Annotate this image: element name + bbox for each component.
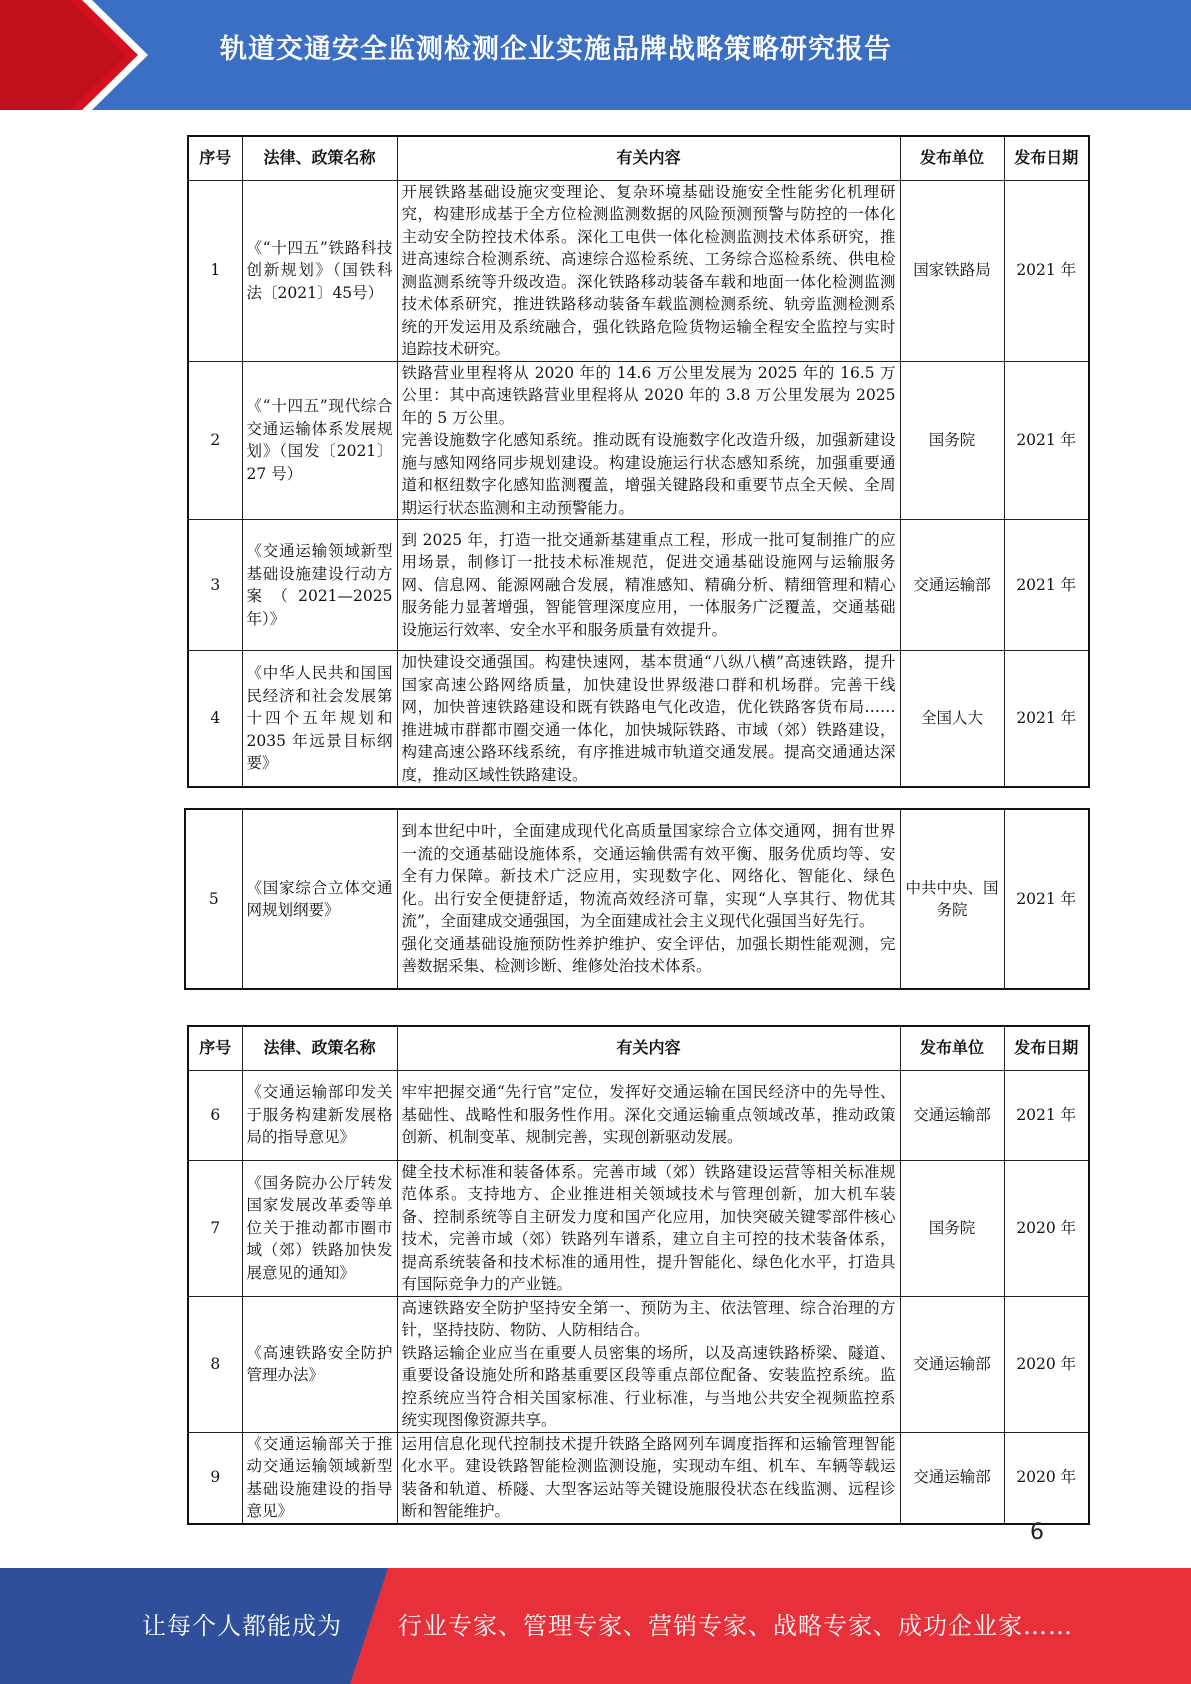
row-no: 3 bbox=[188, 520, 242, 651]
footer-slogan-right: 行业专家、管理专家、营销专家、战略专家、成功企业家…… bbox=[398, 1612, 1073, 1640]
row-issuer: 全国人大 bbox=[900, 651, 1004, 788]
row-date: 2021 年 bbox=[1004, 520, 1089, 651]
row-no: 2 bbox=[188, 361, 242, 520]
row-content: 到本世纪中叶，全面建成现代化高质量国家综合立体交通网，拥有世界一流的交通基础设施体系，交通运输供需有效平衡、服务优质均等、安全有力保障。新技术广泛应用，实现数字化、网络化、智能化、绿色化。出行安全便捷舒适，物流高效经济可靠，实现“人享其行、物优其流”，全面建成交通强国，为全面建成社会主义现代化强国当好先行。 强化交通基础设施预防性养护维护、安全评估，加强长期性能观测，完善数据采集、检测诊断、维修处治技术体系。 bbox=[397, 809, 900, 989]
row-issuer: 国务院 bbox=[900, 361, 1004, 520]
row-policy-name: 《高速铁路安全防护管理办法》 bbox=[242, 1296, 397, 1432]
row-content: 牢牢把握交通“先行官”定位，发挥好交通运输在国民经济中的先导性、基础性、战略性和服务性作用。深化交通运输重点领域改革，推动政策创新、机制变革、规制完善，实现创新驱动发展。 bbox=[397, 1070, 900, 1160]
header-content: 有关内容 bbox=[397, 136, 900, 180]
row-issuer: 交通运输部 bbox=[900, 1432, 1004, 1524]
table-row bbox=[188, 361, 1089, 520]
table-row bbox=[188, 1160, 1089, 1296]
page-title: 轨道交通安全监测检测企业实施品牌战略策略研究报告 bbox=[220, 34, 892, 65]
row-policy-name: 《中华人民共和国国民经济和社会发展第十四个五年规划和 2035 年远景目标纲要》 bbox=[242, 651, 397, 788]
table-row bbox=[188, 1070, 1089, 1160]
row-content: 加快建设交通强国。构建快速网，基本贯通“八纵八横”高速铁路，提升国家高速公路网络质量，加快建设世界级港口群和机场群。完善干线网，加快普速铁路建设和既有铁路电气化改造，优化铁路客货布局……推进城市群都市圈交通一体化，加快城际铁路、市域（郊）铁路建设，构建高速公路环线系统，有序推进城市轨道交通发展。提高交通通达深度，推动区域性铁路建设。 bbox=[397, 651, 900, 788]
row-date: 2020 年 bbox=[1004, 1160, 1089, 1296]
header-date: 发布日期 bbox=[1004, 1026, 1089, 1070]
row-content: 高速铁路安全防护坚持安全第一、预防为主、依法管理、综合治理的方针，坚持技防、物防、人防相结合。 铁路运输企业应当在重要人员密集的场所，以及高速铁路桥梁、隧道、重要设备设施处所和路基重要区段等重点部位配备、安装监控系统。监控系统应当符合相关国家标准、行业标准，与当地公共安全视频监控系统实现图像资源共享。 bbox=[397, 1296, 900, 1432]
row-content: 到 2025 年，打造一批交通新基建重点工程，形成一批可复制推广的应用场景，制修订一批技术标准规范，促进交通基础设施网与运输服务网、信息网、能源网融合发展，精准感知、精确分析、精细管理和精心服务能力显著增强，智能管理深度应用，一体服务广泛覆盖，交通基础设施运行效率、安全水平和服务质量有效提升。 bbox=[397, 520, 900, 651]
row-issuer: 国家铁路局 bbox=[900, 180, 1004, 361]
row-issuer: 中共中央、国务院 bbox=[900, 809, 1004, 989]
row-policy-name: 《“十四五”铁路科技创新规划》（国铁科法〔2021〕45号） bbox=[242, 180, 397, 361]
row-content: 运用信息化现代控制技术提升铁路全路网列车调度指挥和运输管理智能化水平。建设铁路智能检测监测设施，实现动车组、机车、车辆等载运装备和轨道、桥隧、大型客运站等关键设施服役状态在线监测、远程诊断和智能维护。 bbox=[397, 1432, 900, 1524]
table-header-row bbox=[188, 136, 1089, 180]
table-row bbox=[188, 651, 1089, 788]
table-row bbox=[188, 1296, 1089, 1432]
row-issuer: 国务院 bbox=[900, 1160, 1004, 1296]
row-issuer: 交通运输部 bbox=[900, 520, 1004, 651]
row-policy-name: 《交通运输领域新型基础设施建设行动方案（2021—2025年）》 bbox=[242, 520, 397, 651]
header-name: 法律、政策名称 bbox=[242, 1026, 397, 1070]
table-row bbox=[188, 520, 1089, 651]
table-row bbox=[185, 809, 1089, 989]
header-date: 发布日期 bbox=[1004, 136, 1089, 180]
header-name: 法律、政策名称 bbox=[242, 136, 397, 180]
table-row bbox=[188, 1432, 1089, 1524]
row-policy-name: 《国务院办公厅转发国家发展改革委等单位关于推动都市圈市域（郊）铁路加快发展意见的通知》 bbox=[242, 1160, 397, 1296]
page-footer bbox=[0, 1568, 1191, 1684]
header-content: 有关内容 bbox=[397, 1026, 900, 1070]
table-row bbox=[188, 180, 1089, 361]
row-policy-name: 《国家综合立体交通网规划纲要》 bbox=[242, 809, 397, 989]
policy-table-3 bbox=[187, 1025, 1090, 1525]
policy-table-2 bbox=[184, 808, 1090, 990]
page-number: 6 bbox=[1030, 1520, 1044, 1545]
row-no: 5 bbox=[185, 809, 242, 989]
row-date: 2020 年 bbox=[1004, 1432, 1089, 1524]
row-date: 2020 年 bbox=[1004, 1296, 1089, 1432]
table-header-row bbox=[188, 1026, 1089, 1070]
header-no: 序号 bbox=[188, 1026, 242, 1070]
row-no: 4 bbox=[188, 651, 242, 788]
page-header bbox=[0, 0, 1191, 110]
row-content: 铁路营业里程将从 2020 年的 14.6 万公里发展为 2025 年的 16.5 万公里：其中高速铁路营业里程将从 2020 年的 3.8 万公里发展为 2025 年的 5 万公里。 完善设施数字化感知系统。推动既有设施数字化改造升级，加强新建设施与感知网络同步规划建设。构建设施运行状态感知系统，加强重要通道和枢纽数字化感知监测覆盖，增强关键路段和重要节点全天候、全周期运行状态监测和主动预警能力。 bbox=[397, 361, 900, 520]
row-no: 8 bbox=[188, 1296, 242, 1432]
row-issuer: 交通运输部 bbox=[900, 1070, 1004, 1160]
row-date: 2021 年 bbox=[1004, 809, 1089, 989]
row-date: 2021 年 bbox=[1004, 180, 1089, 361]
row-no: 9 bbox=[188, 1432, 242, 1524]
header-no: 序号 bbox=[188, 136, 242, 180]
row-content: 开展铁路基础设施灾变理论、复杂环境基础设施安全性能劣化机理研究，构建形成基于全方位检测监测数据的风险预测预警与防控的一体化主动安全防控技术体系。深化工电供一体化检测监测技术体系研究，推进高速综合检测系统、高速综合巡检系统、工务综合巡检系统、供电检测监测系统等升级改造。深化铁路移动装备车载和地面一体化检测监测技术体系研究，推进铁路移动装备车载监测检测系统、轨旁监测检测系统的开发运用及系统融合，强化铁路危险货物运输全程安全监控与实时追踪技术研究。 bbox=[397, 180, 900, 361]
row-no: 1 bbox=[188, 180, 242, 361]
row-date: 2021 年 bbox=[1004, 361, 1089, 520]
row-policy-name: 《交通运输部印发关于服务构建新发展格局的指导意见》 bbox=[242, 1070, 397, 1160]
row-issuer: 交通运输部 bbox=[900, 1296, 1004, 1432]
row-no: 7 bbox=[188, 1160, 242, 1296]
policy-table-1 bbox=[187, 135, 1090, 788]
row-policy-name: 《交通运输部关于推动交通运输领域新型基础设施建设的指导意见》 bbox=[242, 1432, 397, 1524]
row-content: 健全技术标准和装备体系。完善市域（郊）铁路建设运营等相关标准规范体系。支持地方、企业推进相关领域技术与管理创新，加大机车装备、控制系统等自主研发力度和国产化应用，加快突破关键零部件核心技术，完善市域（郊）铁路列车谱系，建立自主可控的技术装备体系，提高系统装备和技术标准的通用性，提升智能化、绿色化水平，打造具有国际竞争力的产业链。 bbox=[397, 1160, 900, 1296]
row-date: 2021 年 bbox=[1004, 651, 1089, 788]
header-issuer: 发布单位 bbox=[900, 136, 1004, 180]
header-issuer: 发布单位 bbox=[900, 1026, 1004, 1070]
row-policy-name: 《“十四五”现代综合交通运输体系发展规划》（国发〔2021〕27 号） bbox=[242, 361, 397, 520]
row-date: 2021 年 bbox=[1004, 1070, 1089, 1160]
footer-slogan-left: 让每个人都能成为 bbox=[142, 1612, 342, 1640]
row-no: 6 bbox=[188, 1070, 242, 1160]
